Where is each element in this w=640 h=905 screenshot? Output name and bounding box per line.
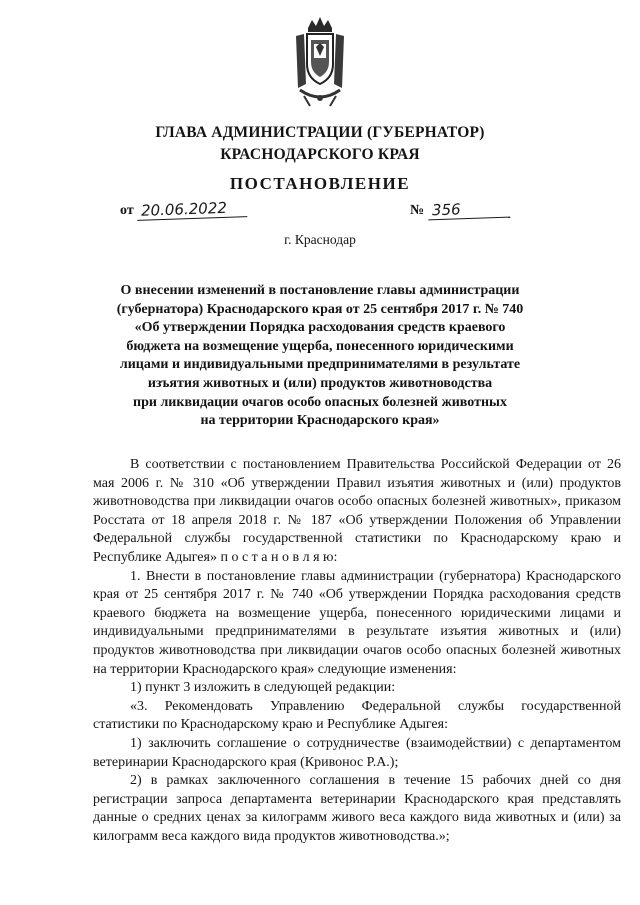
coat-of-arms-icon (290, 14, 350, 110)
title-line: бюджета на возмещение ущерба, понесенного юридическими (126, 338, 514, 354)
title-line: изъятия животных и (или) продуктов животноводства (147, 375, 493, 391)
title-line: О внесении изменений в постановление главы администрации (120, 283, 520, 298)
issuer-line-2: КРАСНОДАРСКОГО КРАЯ (220, 146, 420, 163)
body-paragraph: 1. Внести в постановление главы администрации (губернатора) Краснодарского края от 25 сентября 2017 г. № 740 «Об утверждении Порядка расходования средств краевого бюджета на возмещение ущерба, понесенного юридическими лицами и индивидуальными предпринимателями в результате изъятия животных и (или) продуктов животноводства при ликвидации очагов особо опасных болезней животных на территории Краснодарского края» следующие изменения: (93, 568, 621, 677)
title-line: (губернатора) Краснодарского края от 25 сентября 2017 г. № 740 (116, 301, 524, 317)
issuer-line-1: ГЛАВА АДМИНИСТРАЦИИ (ГУБЕРНАТОР) (155, 124, 485, 141)
title-line: лицами и индивидуальными предпринимателями в результате (119, 357, 521, 373)
issuer-heading (0, 122, 640, 166)
date-handwritten: 20.06.2022 (137, 198, 248, 221)
city: г. Краснодар (284, 232, 356, 247)
body-paragraph: 1) пункт 3 изложить в следующей редакции: (130, 680, 396, 696)
number-prefix: № (410, 203, 425, 218)
body-paragraph: «3. Рекомендовать Управлению Федеральной службы государственной статистики по Краснодарскому краю и Республике Адыгея: (93, 698, 621, 733)
title-line: «Об утверждении Порядка расходования средств краевого (134, 320, 506, 336)
date-prefix: от (120, 203, 134, 218)
date-field (120, 200, 247, 219)
number-field (410, 200, 510, 219)
number-handwritten: 356 (427, 199, 510, 221)
title-line: при ликвидации очагов особо опасных болезней животных (133, 394, 507, 410)
document-meta (0, 200, 640, 224)
body-paragraph: 1) заключить соглашение о сотрудничестве (взаимодействии) с департаментом ветеринарии Краснодарского края (Кривонос Р.А.); (93, 735, 621, 770)
document-type: ПОСТАНОВЛЕНИЕ (229, 174, 411, 193)
body-paragraph: В соответствии с постановлением Правительства Российской Федерации от 26 мая 2006 г. № 310 «Об утверждении Правил изъятия животных и (или) продуктов животноводства при ликвидации очагов особо опасных болезней животных», приказом Росстата от 18 апреля 2018 г. № 187 «Об утверждении Положения об Управлении Федеральной службы государственной статистики по Краснодарскому краю и Республике Адыгея» п о с т а н о в л я ю: (93, 457, 621, 565)
document-title (0, 282, 640, 431)
title-line: на территории Краснодарского края» (200, 413, 440, 429)
body-paragraph: 2) в рамках заключенного соглашения в течение 15 рабочих дней со дня регистрации запроса департамента ветеринарии Краснодарского края представлять данные о средних ценах за килограмм живого веса каждого вида животных и (или) за килограмм веса каждого вида продуктов животноводства.»; (93, 773, 621, 844)
document-body (93, 456, 621, 846)
